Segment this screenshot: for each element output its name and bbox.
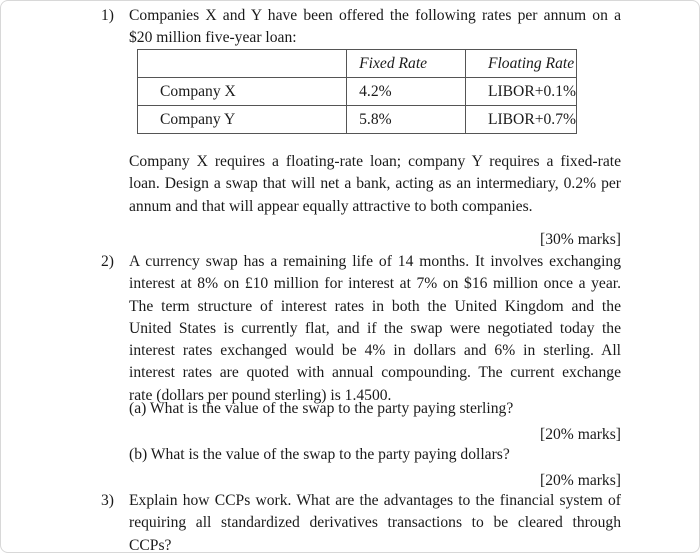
question-2-part-a: (a) What is the value of the swap to the party paying sterling?: [129, 400, 514, 417]
table-row: [138, 78, 577, 106]
rates-table: [137, 49, 577, 134]
question-1-line: Companies X and Y have been offered the following rates per annum on a: [129, 7, 621, 24]
question-3-text: [129, 490, 621, 557]
question-3-line: requiring all standardized derivatives transactions to be cleared through: [129, 514, 621, 532]
table-header-row: [138, 50, 577, 78]
table-cell-floating: LIBOR+0.7%: [465, 106, 576, 134]
question-1-number: 1): [101, 7, 114, 24]
question-2-part-b: (b) What is the value of the swap to the party paying dollars?: [129, 446, 510, 463]
question-1-text: [129, 5, 621, 50]
question-2-line: The term structure of interest rates in both the United Kingdom and the: [129, 297, 621, 315]
question-2-text: [129, 251, 621, 407]
question-1-marks: [30% marks]: [540, 231, 621, 248]
question-1-line: $20 million five-year loan:: [129, 29, 297, 47]
question-3-line: Explain how CCPs work. What are the advantages to the financial system of: [129, 492, 621, 509]
question-3-number: 3): [101, 492, 114, 509]
question-2-marks-b: [20% marks]: [540, 472, 621, 489]
question-2-marks-a: [20% marks]: [540, 426, 621, 443]
table-row: [138, 106, 577, 134]
question-2-line: A currency swap has a remaining life of 14 months. It involves exchanging: [129, 253, 621, 270]
table-cell-company: Company X: [138, 78, 347, 106]
question-1-paragraph-text: [129, 151, 621, 218]
question-2-line: interest rates exchanged would be 4% in dollars and 6% in sterling. All: [129, 342, 621, 360]
paragraph-line: Company X requires a floating-rate loan; company Y requires a fixed-rate: [129, 153, 621, 170]
table-header-cell: [138, 50, 347, 78]
question-3-line: CCPs?: [129, 536, 172, 554]
paragraph-line: loan. Design a swap that will net a bank, acting as an intermediary, 0.2% per: [129, 175, 621, 193]
table-cell-fixed: 5.8%: [347, 106, 466, 134]
question-2-line: rate (dollars per pound sterling) is 1.4500.: [129, 386, 392, 404]
table-cell-company: Company Y: [138, 106, 347, 134]
table-header-floating-rate: Floating Rate: [465, 50, 576, 78]
paragraph-line: annum and that will appear equally attractive to both companies.: [129, 197, 533, 215]
table-cell-floating: LIBOR+0.1%: [465, 78, 576, 106]
table-cell-fixed: 4.2%: [347, 78, 466, 106]
table-header-fixed-rate: Fixed Rate: [347, 50, 466, 78]
question-2-line: United States is currently flat, and if the swap were negotiated today the: [129, 319, 621, 337]
question-2-number: 2): [101, 253, 114, 270]
question-2-line: interest at 8% on £10 million for interest at 7% on $16 million once a year.: [129, 275, 621, 293]
question-2-line: interest rates are quoted with annual compounding. The current exchange: [129, 364, 621, 382]
